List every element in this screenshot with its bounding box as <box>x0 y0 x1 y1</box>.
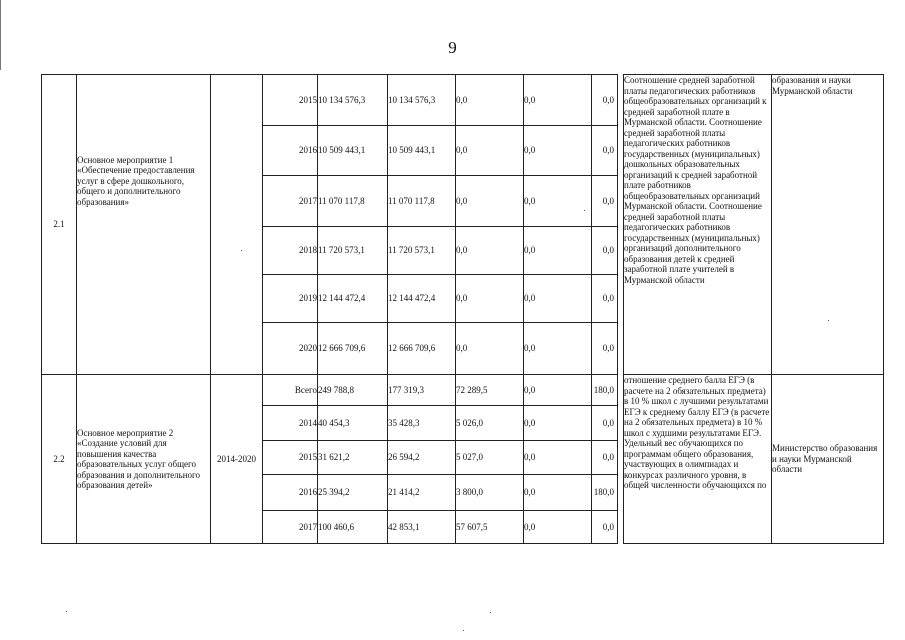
scan-speck <box>463 630 464 631</box>
local-cell: 0,0 <box>524 375 592 406</box>
federal-cell: 5 026,0 <box>456 406 524 441</box>
total-cell: 10 134 576,3 <box>318 75 388 126</box>
total-cell: 40 454,3 <box>318 406 388 441</box>
other-cell: 0,0 <box>592 406 618 441</box>
regional-cell: 35 428,3 <box>388 406 456 441</box>
year-cell: 2015 <box>263 75 318 126</box>
scan-speck <box>584 210 585 211</box>
other-cell: 0,0 <box>592 441 618 475</box>
local-cell: 0,0 <box>524 511 592 544</box>
other-cell: 0,0 <box>592 511 618 544</box>
local-cell: 0,0 <box>524 275 592 323</box>
other-cell: 0,0 <box>592 227 618 275</box>
indicators-cell: Соотношение средней заработной платы педагогических работников общеобразовательных организаций к средней заработной плате в Мурманской области. Соотношение средней заработной платы педагогических работников государственных (муниципальных) дошкольных образовательных организаций к средней заработной плате работников общеобразовательных организаций Мурманской области. Соотношение средней заработной платы педагогических работников государственных (муниципальных) организаций дополнительного образования детей к средней заработной плате учителей в Мурманской области <box>624 75 772 375</box>
scan-speck <box>828 320 829 321</box>
page-number: 9 <box>448 38 457 57</box>
regional-cell: 11 720 573,1 <box>388 227 456 275</box>
period-cell <box>211 75 263 375</box>
total-cell: 10 509 443,1 <box>318 126 388 176</box>
year-cell: 2017 <box>263 176 318 227</box>
total-cell: 249 788,8 <box>318 375 388 406</box>
other-cell: 0,0 <box>592 176 618 227</box>
other-cell: 0,0 <box>592 323 618 375</box>
year-cell: Всего <box>263 375 318 406</box>
year-cell: 2014 <box>263 406 318 441</box>
table-row <box>42 75 884 126</box>
federal-cell: 3 800,0 <box>456 475 524 511</box>
other-cell: 0,0 <box>592 275 618 323</box>
activity-name-text: Основное мероприятие 1 «Обеспечение предоставления услуг в сфере дошкольного, общего и дополнительного образования» <box>77 154 195 207</box>
year-cell: 2017 <box>263 511 318 544</box>
regional-cell: 26 594,2 <box>388 441 456 475</box>
regional-cell: 177 319,3 <box>388 375 456 406</box>
local-cell: 0,0 <box>524 227 592 275</box>
program-table <box>41 74 884 544</box>
regional-cell: 12 144 472,4 <box>388 275 456 323</box>
other-cell: 0,0 <box>592 75 618 126</box>
local-cell: 0,0 <box>524 441 592 475</box>
federal-cell: 5 027,0 <box>456 441 524 475</box>
local-cell: 0,0 <box>524 75 592 126</box>
regional-cell: 12 666 709,6 <box>388 323 456 375</box>
other-cell: 180,0 <box>592 475 618 511</box>
other-cell: 180,0 <box>592 375 618 406</box>
executor-cell: образования и науки Мурманской области <box>772 75 884 375</box>
scan-speck <box>490 612 491 613</box>
federal-cell: 57 607,5 <box>456 511 524 544</box>
year-cell: 2020 <box>263 323 318 375</box>
total-cell: 31 621,2 <box>318 441 388 475</box>
total-cell: 11 070 117,8 <box>318 176 388 227</box>
other-cell: 0,0 <box>592 126 618 176</box>
year-cell: 2019 <box>263 275 318 323</box>
local-cell: 0,0 <box>524 176 592 227</box>
federal-cell: 0,0 <box>456 176 524 227</box>
federal-cell: 0,0 <box>456 275 524 323</box>
table-row <box>42 375 884 406</box>
year-cell: 2016 <box>263 475 318 511</box>
federal-cell: 0,0 <box>456 126 524 176</box>
total-cell: 100 460,6 <box>318 511 388 544</box>
regional-cell: 42 853,1 <box>388 511 456 544</box>
scan-speck <box>241 250 242 251</box>
page-edge-mark <box>0 0 4 70</box>
local-cell: 0,0 <box>524 475 592 511</box>
federal-cell: 72 289,5 <box>456 375 524 406</box>
local-cell: 0,0 <box>524 406 592 441</box>
total-cell: 12 144 472,4 <box>318 275 388 323</box>
total-cell: 11 720 573,1 <box>318 227 388 275</box>
federal-cell: 0,0 <box>456 75 524 126</box>
scan-speck <box>66 611 67 612</box>
activity-name <box>77 75 211 375</box>
total-cell: 12 666 709,6 <box>318 323 388 375</box>
executor-cell: Министерство образования и науки Мурманской области <box>772 375 884 544</box>
federal-cell: 0,0 <box>456 323 524 375</box>
regional-cell: 21 414,2 <box>388 475 456 511</box>
indicators-cell: отношение среднего балла ЕГЭ (в расчете на 2 обязательных предмета) в 10 % школ с лучшими результатами ЕГЭ к среднему баллу ЕГЭ (в расчете на 2 обязательных предмета) в 10 % школ с худшими результатами ЕГЭ. Удельный вес обучающихся по программам общего образования, участвующих в олимпиадах и конкурсах различного уровня, в общей численности обучающихся по <box>624 375 772 544</box>
local-cell: 0,0 <box>524 323 592 375</box>
regional-cell: 10 134 576,3 <box>388 75 456 126</box>
period-cell: 2014-2020 <box>211 375 263 544</box>
regional-cell: 10 509 443,1 <box>388 126 456 176</box>
activity-name: Основное мероприятие 2 «Создание условий для повышения качества образовательных услуг общего образования и дополнительного образования детей» <box>77 375 211 544</box>
row-code: 2.2 <box>42 375 77 544</box>
year-cell: 2018 <box>263 227 318 275</box>
row-code: 2.1 <box>42 75 77 375</box>
local-cell: 0,0 <box>524 126 592 176</box>
year-cell: 2015 <box>263 441 318 475</box>
total-cell: 25 394,2 <box>318 475 388 511</box>
regional-cell: 11 070 117,8 <box>388 176 456 227</box>
federal-cell: 0,0 <box>456 227 524 275</box>
year-cell: 2016 <box>263 126 318 176</box>
